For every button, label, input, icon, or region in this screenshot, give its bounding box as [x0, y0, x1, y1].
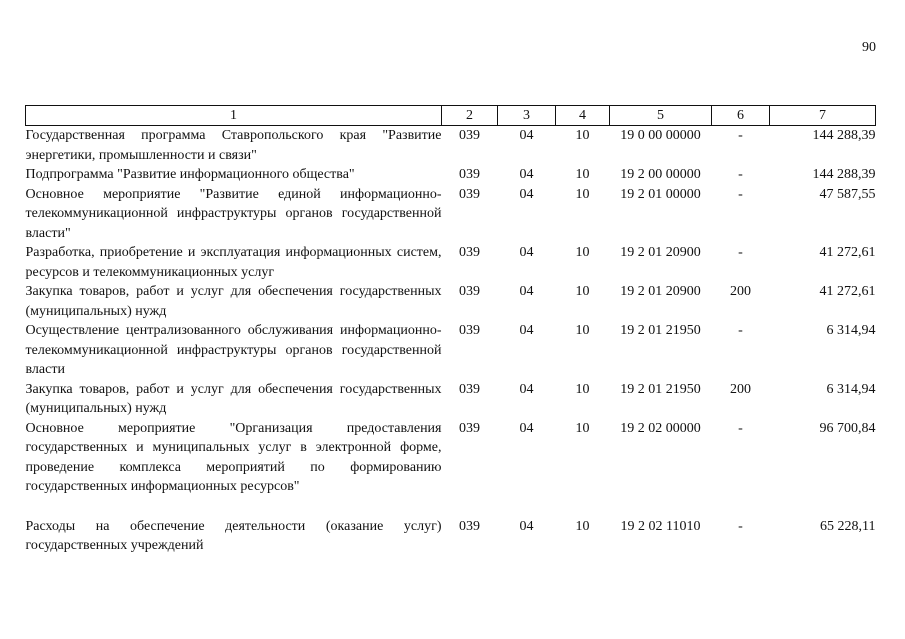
row-name: Разработка, приобретение и эксплуатация информационных систем, ресурсов и телекоммуникационных услуг	[25, 245, 442, 280]
row-section: 04	[519, 323, 534, 338]
row-section: 04	[519, 186, 534, 202]
row-section: 04	[519, 420, 534, 436]
row-target: 19 2 02 00000	[620, 420, 701, 436]
row-subsection: 10	[575, 167, 590, 182]
row-subsection: 10	[575, 420, 590, 436]
row-subsection: 10	[575, 518, 590, 534]
row-name: Расходы на обеспечение деятельности (оказание услуг) государственных учреждений	[25, 518, 442, 553]
row-amount: 47 587,55	[819, 186, 876, 202]
row-target: 19 2 00 00000	[620, 167, 701, 182]
budget-table	[25, 105, 876, 556]
row-name: Осуществление централизованного обслуживания информационно-телекоммуникационной инфраструктуры органов государственной власти	[25, 323, 442, 377]
row-subsection: 10	[575, 381, 590, 397]
header-col-4: 4	[556, 106, 610, 126]
row-name: Основное мероприятие "Организация предоставления государственных и муниципальных услуг в электронной форме, проведение комплекса мероприятий по формированию государственных информационных ресурсов"	[25, 420, 442, 494]
row-target: 19 2 01 20900	[620, 284, 701, 299]
row-subsection: 10	[575, 186, 590, 202]
row-amount: 6 314,94	[826, 323, 876, 338]
row-code: 039	[459, 323, 480, 338]
row-section: 04	[519, 128, 534, 143]
row-subsection: 10	[575, 128, 590, 143]
header-col-2: 2	[442, 106, 498, 126]
row-type: -	[738, 186, 743, 202]
row-amount: 65 228,11	[820, 518, 876, 534]
row-type: -	[738, 245, 743, 260]
row-code: 039	[459, 284, 480, 299]
row-name: Основное мероприятие "Развитие единой информационно-телекоммуникационной инфраструктуры органов государственной власти"	[25, 186, 442, 241]
row-code: 039	[459, 186, 480, 202]
row-type: -	[738, 128, 743, 143]
row-amount: 144 288,39	[812, 167, 876, 182]
row-code: 039	[459, 245, 480, 260]
row-name: Закупка товаров, работ и услуг для обеспечения государственных (муниципальных) нужд	[25, 284, 442, 319]
table-row	[26, 419, 876, 517]
row-code: 039	[459, 381, 480, 397]
row-name: Подпрограмма "Развитие информационного общества"	[25, 167, 355, 182]
row-code: 039	[459, 128, 480, 143]
row-code: 039	[459, 518, 480, 534]
header-col-5: 5	[610, 106, 712, 126]
row-section: 04	[519, 245, 534, 260]
row-amount: 6 314,94	[826, 381, 876, 397]
row-section: 04	[519, 381, 534, 397]
row-name: Закупка товаров, работ и услуг для обеспечения государственных (муниципальных) нужд	[25, 381, 442, 416]
row-type: 200	[730, 284, 751, 299]
row-target: 19 0 00 00000	[620, 128, 701, 143]
row-name: Государственная программа Ставропольского края "Развитие энергетики, промышленности и связи"	[25, 128, 442, 163]
table-row	[26, 165, 876, 185]
page-number: 90	[862, 40, 876, 55]
row-type: -	[738, 420, 743, 436]
row-type: -	[738, 167, 743, 182]
row-type: -	[738, 323, 743, 338]
row-type: -	[738, 518, 743, 534]
row-amount: 41 272,61	[819, 245, 876, 260]
row-target: 19 2 01 00000	[620, 186, 701, 202]
row-subsection: 10	[575, 323, 590, 338]
row-code: 039	[459, 420, 480, 436]
row-code: 039	[459, 167, 480, 182]
row-section: 04	[519, 167, 534, 182]
table-row	[26, 380, 876, 419]
header-col-3: 3	[498, 106, 556, 126]
row-subsection: 10	[575, 284, 590, 299]
row-target: 19 2 01 20900	[620, 245, 701, 260]
row-target: 19 2 02 11010	[620, 518, 701, 534]
row-amount: 96 700,84	[819, 420, 876, 436]
table-row	[26, 517, 876, 556]
header-col-7: 7	[770, 106, 876, 126]
row-amount: 41 272,61	[819, 284, 876, 299]
header-col-1: 1	[26, 106, 442, 126]
header-col-6: 6	[712, 106, 770, 126]
row-subsection: 10	[575, 245, 590, 260]
row-type: 200	[730, 381, 751, 397]
header-row	[26, 106, 876, 126]
row-amount: 144 288,39	[812, 128, 876, 143]
row-section: 04	[519, 518, 534, 534]
row-section: 04	[519, 284, 534, 299]
row-target: 19 2 01 21950	[620, 381, 701, 397]
table-row	[26, 321, 876, 380]
table-row	[26, 243, 876, 282]
table-row	[26, 282, 876, 321]
table-row	[26, 126, 876, 166]
row-target: 19 2 01 21950	[620, 323, 701, 338]
table-row	[26, 185, 876, 244]
